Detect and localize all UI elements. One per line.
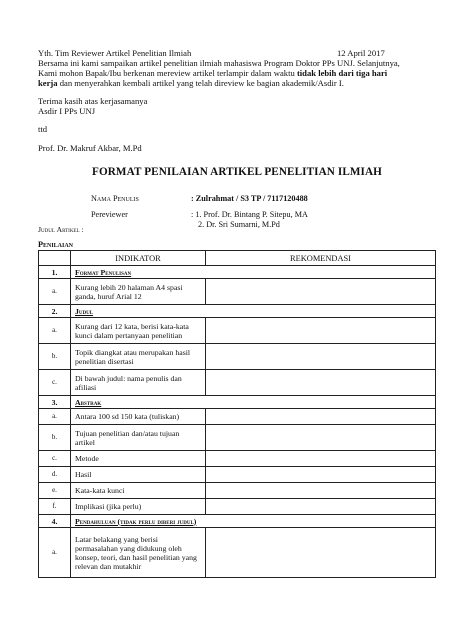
- table-header-row: [39, 251, 436, 266]
- indicator-text-line: Di bawah judul: nama penulis dan: [75, 373, 182, 383]
- recommendation-cell[interactable]: [206, 344, 436, 370]
- item-letter: b.: [39, 425, 71, 451]
- author-label: Nama Penulis: [91, 194, 139, 203]
- table-row: [39, 425, 436, 451]
- table-section-row: [39, 305, 436, 318]
- section-number: 4.: [39, 515, 71, 528]
- indicator-text-line: Hasil: [75, 470, 92, 479]
- indicator-text-line: ganda, huruf Arial 12: [75, 291, 142, 301]
- indicator-cell: [71, 409, 206, 425]
- recommendation-cell[interactable]: [206, 528, 436, 578]
- indicator-cell: [71, 467, 206, 483]
- indicator-text-line: konsep, teori, dan hasil penelitian yang: [75, 552, 197, 562]
- table-row: [39, 499, 436, 515]
- indicator-text-line: kunci dalam pertanyaan penelitian: [75, 330, 183, 340]
- section-label: Abstrak: [75, 397, 102, 407]
- section-number: 3.: [39, 396, 71, 409]
- indicator-text-line: Latar belakang yang berisi: [75, 534, 158, 544]
- table-row: [39, 409, 436, 425]
- letter-body-line-1: Bersama ini kami sampaikan artikel penelitian ilmiah mahasiswa Program Doktor PPs UNJ. Selanjutnya,: [38, 58, 400, 68]
- header-number-cell: [39, 251, 71, 266]
- reviewer-2: 2. Dr. Sri Sumarni, M.Pd: [198, 220, 280, 229]
- item-letter: a.: [39, 409, 71, 425]
- deadline-emphasis: tidak lebih dari tiga hari: [296, 68, 388, 78]
- item-letter: b.: [39, 344, 71, 370]
- section-label-cell: [71, 266, 436, 279]
- table-section-row: [39, 396, 436, 409]
- section-label-cell: [71, 515, 436, 528]
- reviewer-label: Pereviewer: [91, 210, 128, 219]
- table-row: [39, 318, 436, 344]
- article-title-label: Judul Artikel :: [38, 225, 84, 234]
- indicator-cell: [71, 528, 206, 578]
- section-label-cell: [71, 305, 436, 318]
- table-row: [39, 451, 436, 467]
- section-label: Format Penulisan: [75, 267, 132, 277]
- letter-body-line-2: [38, 68, 387, 78]
- indicator-text-line: Kata-kata kunci: [75, 486, 125, 495]
- recommendation-cell[interactable]: [206, 425, 436, 451]
- indicator-cell: [71, 279, 206, 305]
- recipient-line: Yth. Tim Reviewer Artikel Penelitian Ilmiah: [38, 48, 192, 58]
- indicator-text-line: penelitian disertasi: [75, 356, 134, 366]
- item-letter: a.: [39, 318, 71, 344]
- recommendation-cell[interactable]: [206, 370, 436, 396]
- section-label: Judul: [75, 306, 94, 316]
- indicator-text-line: Implikasi (jika perlu): [75, 502, 142, 511]
- letter-body-line-3-text: dan menyerahkan kembali artikel yang telah direview ke bagian akademik/Asdir I.: [59, 78, 344, 88]
- indicator-cell: [71, 370, 206, 396]
- indicator-text-line: Metode: [75, 454, 99, 463]
- letter-body-line-3: [38, 78, 344, 88]
- item-letter: c.: [39, 370, 71, 396]
- author-value: : Zulrahmat / S3 TP / 7117120488: [191, 194, 308, 203]
- header-indicator: INDIKATOR: [71, 251, 206, 266]
- indicator-text-line: Tujuan penelitian dan/atau tujuan: [75, 428, 180, 438]
- indicator-cell: [71, 318, 206, 344]
- table-section-row: [39, 266, 436, 279]
- table-row: [39, 279, 436, 305]
- indicator-text-line: afiliasi: [75, 382, 97, 392]
- header-recommendation: REKOMENDASI: [206, 251, 436, 266]
- recommendation-cell[interactable]: [206, 499, 436, 515]
- recommendation-cell[interactable]: [206, 483, 436, 499]
- section-number: 1.: [39, 266, 71, 279]
- item-letter: a.: [39, 528, 71, 578]
- table-row: [39, 467, 436, 483]
- item-letter: f.: [39, 499, 71, 515]
- table-row: [39, 370, 436, 396]
- assessment-table: [38, 250, 436, 578]
- indicator-text-line: Kurang lebih 20 halaman A4 spasi: [75, 282, 183, 292]
- indicator-cell: [71, 344, 206, 370]
- table-row: [39, 344, 436, 370]
- indicator-text-line: relevan dan mutakhir: [75, 561, 142, 571]
- recommendation-cell[interactable]: [206, 451, 436, 467]
- table-row: [39, 483, 436, 499]
- indicator-text-line: Kurang dari 12 kata, berisi kata-kata: [75, 321, 189, 331]
- indicator-cell: [71, 451, 206, 467]
- letter-date: 12 April 2017: [337, 48, 385, 58]
- item-letter: e.: [39, 483, 71, 499]
- indicator-cell: [71, 499, 206, 515]
- section-label-cell: [71, 396, 436, 409]
- section-number: 2.: [39, 305, 71, 318]
- ttd-line: ttd: [38, 124, 48, 134]
- indicator-text-line: artikel: [75, 437, 95, 447]
- item-letter: c.: [39, 451, 71, 467]
- recommendation-cell[interactable]: [206, 409, 436, 425]
- thanks-line: Terima kasih atas kerjasamanya: [38, 96, 148, 106]
- recommendation-cell[interactable]: [206, 318, 436, 344]
- recommendation-cell[interactable]: [206, 279, 436, 305]
- deadline-emphasis-2: kerja: [38, 78, 58, 88]
- form-title: FORMAT PENILAIAN ARTIKEL PENELITIAN ILMIAH: [92, 166, 382, 178]
- indicator-text-line: Antara 100 sd 150 kata (tuliskan): [75, 412, 180, 421]
- indicator-cell: [71, 425, 206, 451]
- indicator-cell: [71, 483, 206, 499]
- assessment-label: Penilaian: [38, 240, 74, 249]
- item-letter: d.: [39, 467, 71, 483]
- sender-line: Asdir I PPs UNJ: [38, 106, 96, 116]
- section-label: Pendahuluan (tidak perlu diberi judul): [75, 516, 197, 526]
- table-body: [39, 266, 436, 578]
- table-row: [39, 528, 436, 578]
- reviewer-1: : 1. Prof. Dr. Bintang P. Sitepu, MA: [191, 210, 308, 219]
- signatory-line: Prof. Dr. Makruf Akbar, M.Pd: [38, 143, 142, 153]
- table-section-row: [39, 515, 436, 528]
- letter-body-line-2-text: Kami mohon Bapak/Ibu berkenan mereview artikel terlampir dalam waktu: [38, 68, 295, 78]
- item-letter: a.: [39, 279, 71, 305]
- indicator-text-line: permasalahan yang didukung oleh: [75, 543, 182, 553]
- recommendation-cell[interactable]: [206, 467, 436, 483]
- indicator-text-line: Topik diangkat atau merupakan hasil: [75, 347, 191, 357]
